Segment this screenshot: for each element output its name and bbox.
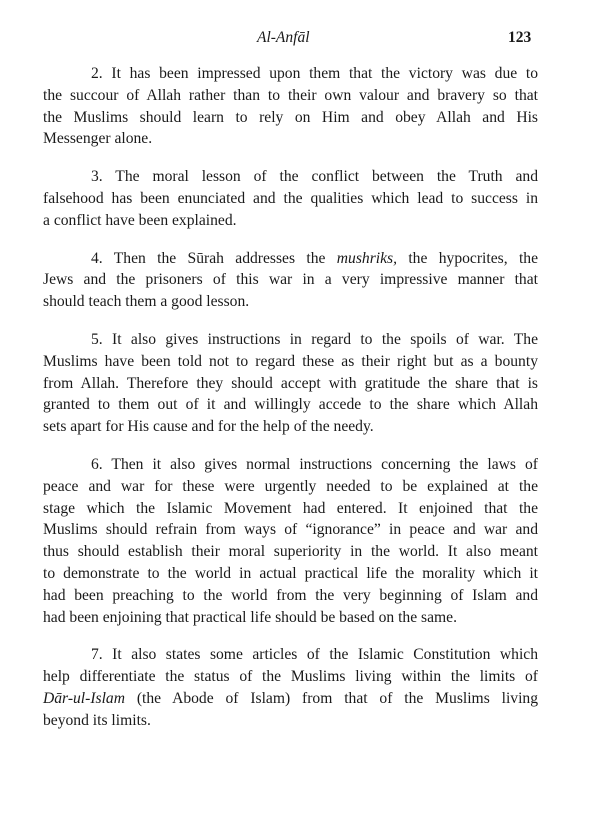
page-number: 123	[508, 29, 532, 46]
text-segment: help differentiate the status of the Muslims living within the limits of	[43, 668, 538, 686]
text-segment: Muslims should refrain from ways of “ignorance” in peace and war and	[43, 521, 538, 539]
paragraph	[43, 63, 538, 150]
text-line	[43, 269, 538, 291]
text-line	[43, 63, 538, 85]
text-line	[43, 188, 538, 210]
text-segment: (the Abode of Islam) from that of the Muslims living	[124, 689, 538, 707]
paragraph	[43, 329, 538, 438]
italic-term: Dār-ul-Islam	[43, 689, 125, 707]
text-line	[43, 128, 538, 150]
text-line	[43, 563, 538, 585]
text-line	[43, 644, 538, 666]
page-body	[43, 63, 538, 748]
text-segment: Messenger alone.	[43, 130, 153, 148]
text-line	[43, 394, 538, 416]
paragraph	[43, 644, 538, 731]
text-segment: the succour of Allah rather than to their own valour and bravery so that	[43, 86, 538, 104]
text-segment: had been enjoining that practical life should be based on the same.	[43, 608, 457, 626]
text-line	[43, 329, 538, 351]
text-segment: to demonstrate to the world in actual practical life the morality which it	[43, 564, 538, 582]
text-line	[43, 166, 538, 188]
text-segment: had been preaching to the world from the very beginning of Islam and	[43, 586, 538, 604]
text-segment: 7. It also states some articles of the Islamic Constitution which	[91, 646, 538, 664]
text-line	[43, 291, 538, 313]
text-segment: stage which the Islamic Movement had entered. It enjoined that the	[43, 499, 538, 517]
text-line	[43, 585, 538, 607]
text-line	[43, 688, 538, 710]
text-segment: Muslims have been told not to regard these as their right but as a bounty	[43, 352, 538, 370]
text-line	[43, 541, 538, 563]
text-line	[43, 476, 538, 498]
text-segment: from Allah. Therefore they should accept with gratitude the share that is	[43, 374, 538, 392]
text-line	[43, 85, 538, 107]
text-line	[43, 607, 538, 629]
text-segment: Jews and the prisoners of this war in a very impressive manner that	[43, 271, 538, 289]
text-segment: 3. The moral lesson of the conflict between the Truth and	[91, 168, 538, 186]
text-segment: falsehood has been enunciated and the qualities which lead to success in	[43, 189, 538, 207]
text-line	[43, 710, 538, 732]
text-segment: thus should establish their moral superiority in the world. It also meant	[43, 543, 538, 561]
text-segment: 2. It has been impressed upon them that the victory was due to	[91, 65, 538, 82]
text-segment: the hypocrites, the	[397, 249, 538, 267]
text-line	[43, 107, 538, 129]
text-line	[43, 351, 538, 373]
italic-term: mushriks,	[336, 249, 397, 267]
text-line	[43, 210, 538, 232]
text-line	[43, 373, 538, 395]
text-segment: a conflict have been explained.	[43, 211, 237, 229]
text-segment: sets apart for His cause and for the help of the needy.	[43, 418, 374, 436]
text-segment: the Muslims should learn to rely on Him and obey Allah and His	[43, 108, 538, 126]
text-line	[43, 498, 538, 520]
text-segment: 6. Then it also gives normal instructions concerning the laws of	[91, 455, 538, 473]
text-line	[43, 416, 538, 438]
paragraph	[43, 166, 538, 231]
text-line	[43, 454, 538, 476]
text-segment: 4. Then the Sūrah addresses the	[91, 249, 337, 267]
paragraph	[43, 248, 538, 313]
text-line	[43, 666, 538, 688]
text-segment: peace and war for these were urgently needed to be explained at the	[43, 477, 538, 495]
running-header-title: Al-Anfāl	[257, 29, 310, 46]
text-segment: beyond its limits.	[43, 711, 151, 729]
text-segment: 5. It also gives instructions in regard to the spoils of war. The	[91, 330, 538, 348]
text-segment: granted to them out of it and willingly accede to the share which Allah	[43, 396, 538, 414]
text-segment: should teach them a good lesson.	[43, 293, 250, 311]
paragraph	[43, 454, 538, 628]
text-line	[43, 248, 538, 270]
text-line	[43, 519, 538, 541]
